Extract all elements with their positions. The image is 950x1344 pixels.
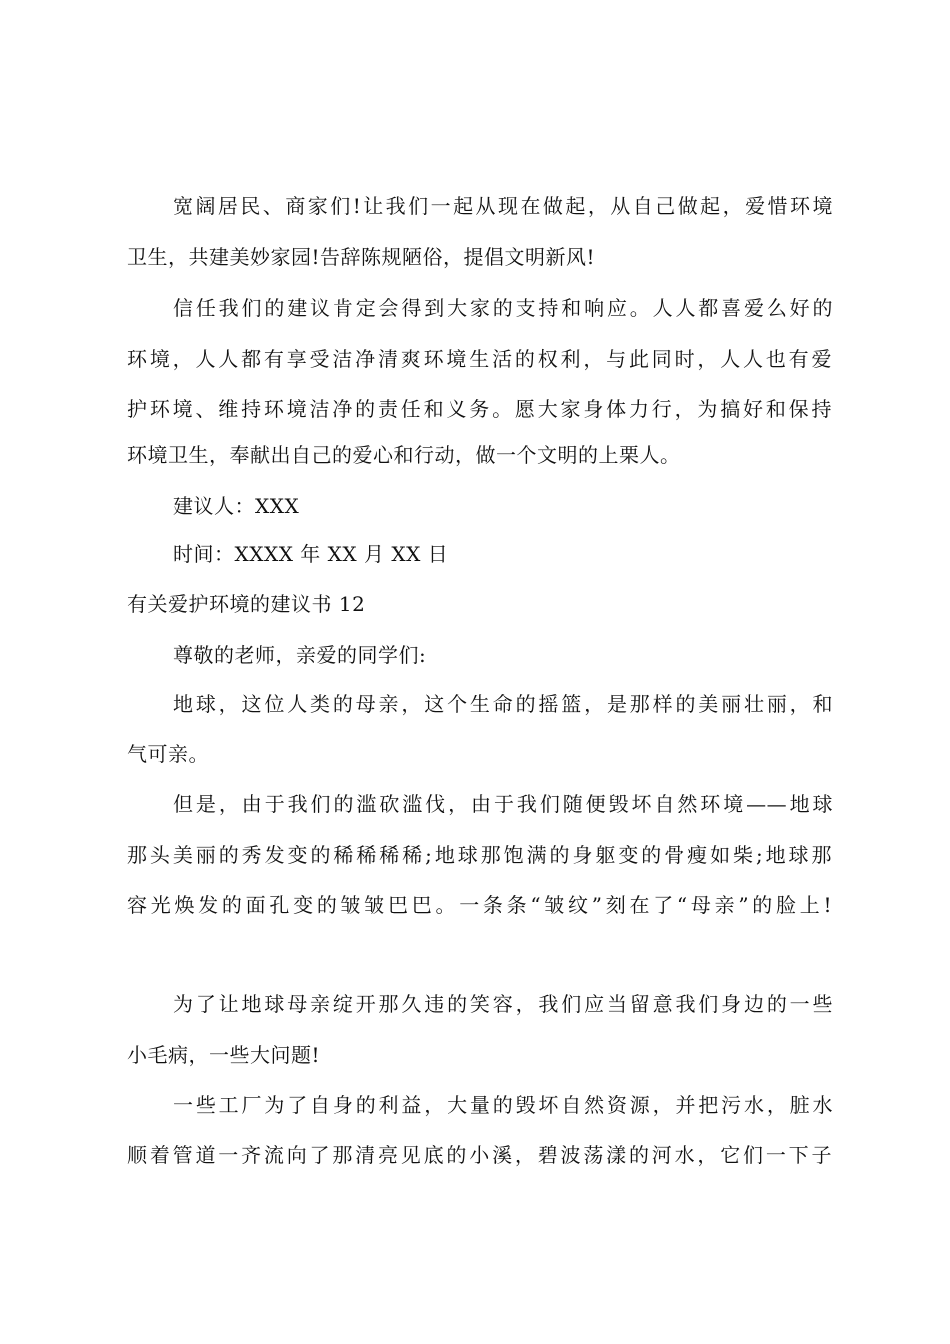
paragraph-line: 一些工厂为了自身的利益，大量的毁坏自然资源，并把污水，脏水 bbox=[173, 1093, 833, 1117]
signature-date: 时间：XXXX 年 XX 月 XX 日 bbox=[173, 542, 449, 566]
paragraph-line: 为了让地球母亲绽开那久违的笑容，我们应当留意我们身边的一些 bbox=[173, 992, 833, 1016]
signature-proposer: 建议人：XXX bbox=[173, 494, 300, 518]
paragraph-line: 环境卫生，奉献出自己的爱心和行动，做一个文明的上栗人。 bbox=[127, 443, 681, 467]
paragraph-line: 容光焕发的面孔变的皱皱巴巴。一条条“皱纹”刻在了“母亲”的脸上! bbox=[127, 893, 832, 917]
paragraph-line: 地球，这位人类的母亲，这个生命的摇篮，是那样的美丽壮丽，和 bbox=[173, 692, 833, 716]
paragraph-line: 卫生，共建美妙家园!告辞陈规陋俗，提倡文明新风! bbox=[127, 245, 596, 269]
paragraph-line: 顺着管道一齐流向了那清亮见底的小溪，碧波荡漾的河水，它们一下子 bbox=[127, 1143, 832, 1167]
paragraph-line: 那头美丽的秀发变的稀稀稀稀;地球那饱满的身躯变的骨瘦如柴;地球那 bbox=[127, 843, 832, 867]
paragraph-line: 环境，人人都有享受洁净清爽环境生活的权利，与此同时，人人也有爱 bbox=[127, 347, 832, 371]
paragraph-line: 信任我们的建议肯定会得到大家的支持和响应。人人都喜爱么好的 bbox=[173, 296, 833, 320]
paragraph-line: 宽阔居民、商家们!让我们一起从现在做起，从自己做起，爱惜环境 bbox=[173, 194, 833, 218]
section-heading: 有关爱护环境的建议书 12 bbox=[127, 592, 366, 616]
paragraph-line: 气可亲。 bbox=[127, 742, 209, 766]
paragraph-line: 但是，由于我们的滥砍滥伐，由于我们随便毁坏自然环境——地球 bbox=[173, 792, 833, 816]
paragraph-line: 小毛病，一些大问题! bbox=[127, 1043, 321, 1067]
paragraph-line: 护环境、维持环境洁净的责任和义务。愿大家身体力行，为搞好和保持 bbox=[127, 397, 832, 421]
salutation: 尊敬的老师，亲爱的同学们: bbox=[173, 643, 427, 667]
